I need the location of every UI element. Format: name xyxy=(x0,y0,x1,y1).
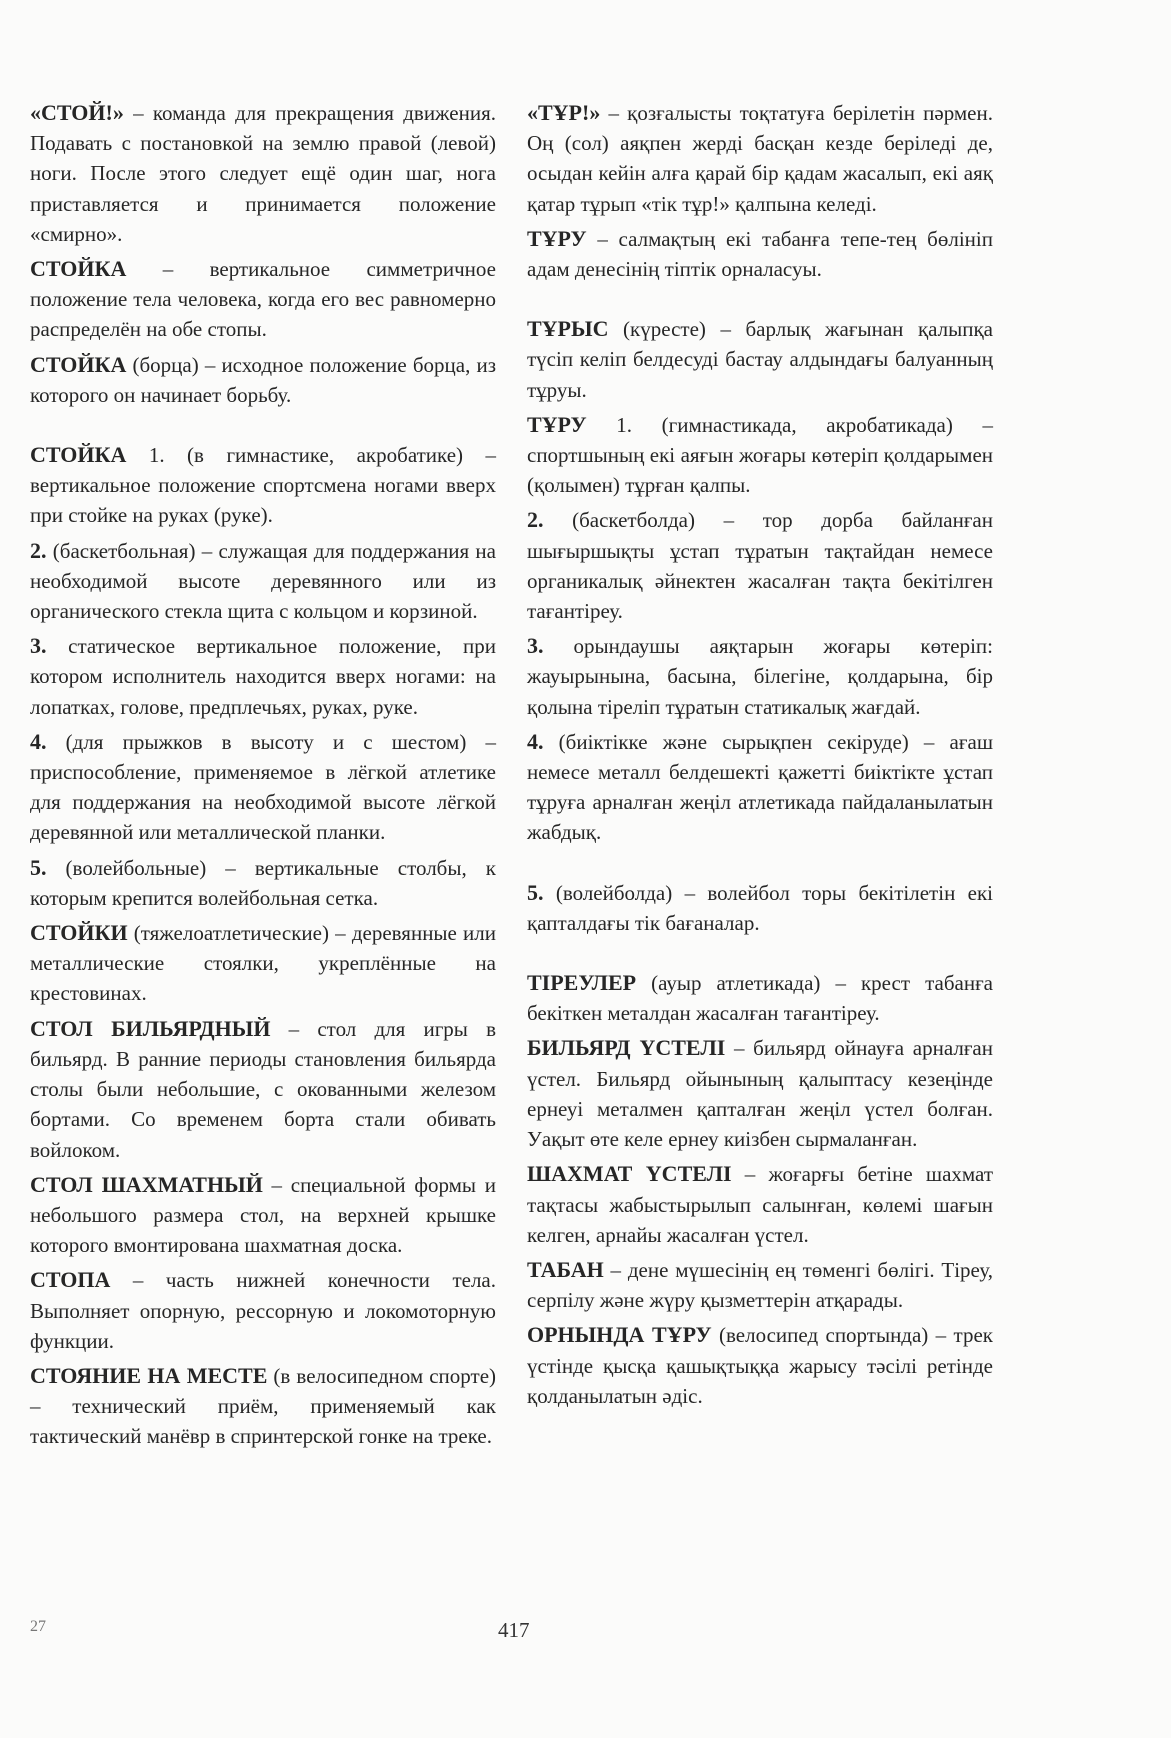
entry-term: ШАХМАТ ҮСТЕЛІ xyxy=(527,1161,732,1187)
entry-stoyki xyxy=(30,918,496,1009)
left-column-russian xyxy=(30,98,496,1457)
entry-term: ТҰРУ xyxy=(527,225,587,251)
entry-definition: – қозғалысты тоқтатуға берілетін пәрмен. Оң (сол) аяқпен жерді басқан кезде беріледі де, осыдан кейін алға қарай бір қадам жасалып, екі аяқ қатар тұрып «тік тұр!» қалпына келеді. xyxy=(527,101,993,216)
page-number: 417 xyxy=(498,1618,530,1642)
entry-definition: (волейболда) – волейбол торы бекітілетін екі қапталдағы тік бағаналар. xyxy=(527,880,993,935)
entry-term: СТОЯНИЕ НА МЕСТЕ xyxy=(30,1362,268,1388)
entry-sense-3-kz xyxy=(527,631,993,722)
entry-definition: – стол для игры в бильярд. В ранние периоды становления бильярда столы были небольшие, с окованными железом бортами. Со временем борта стали обивать войлоком. xyxy=(30,1016,497,1162)
entry-term: «СТОЙ!» xyxy=(30,100,124,125)
entry-definition: статическое вертикальное положение, при котором исполнитель находится вверх ногами: на лопатках, голове, предплечьях, руках, руке. xyxy=(30,634,496,719)
entry-definition: (борца) – исходное положение борца, из которого он начинает борьбу. xyxy=(30,352,496,407)
entry-term: СТОЙКА xyxy=(30,256,127,282)
entry-taban xyxy=(527,1255,993,1315)
entry-term: СТОЛ БИЛЬЯРДНЫЙ xyxy=(30,1015,271,1041)
entry-definition: 1. (в гимнастике, акробатике) – вертикальное положение спортсмена ногами вверх при стойке на руках (руке). xyxy=(30,443,496,528)
entry-definition: (велосипед спортында) – трек үстінде қысқа қашықтыққа жарысу тәсілі ретінде қолданылатын әдіс. xyxy=(527,1323,993,1408)
entry-definition: – часть нижней конечности тела. Выполняет опорную, рессорную и локомоторную функции. xyxy=(30,1268,496,1353)
entry-definition: (биіктікке және сырықпен секіруде) – ағаш немесе металл белдешекті қажетті биіктікте ұстап тұруға арналған жеңіл атлетикада пайдаланылатын жабдық. xyxy=(527,729,993,845)
entry-bilyard-usteli xyxy=(527,1033,993,1154)
entry-stopa xyxy=(30,1265,496,1356)
entry-term: ТҰРЫС xyxy=(527,316,609,342)
entry-term: СТОЙКА xyxy=(30,442,127,468)
entry-term: ТІРЕУЛЕР xyxy=(527,970,637,996)
entry-term: СТОПА xyxy=(30,1267,111,1293)
entry-term: «ТҰР!» xyxy=(527,100,601,125)
entry-term: 4. xyxy=(30,728,47,754)
entry-tur xyxy=(527,98,993,219)
entry-stoyka xyxy=(30,254,496,345)
entry-definition: (для прыжков в высоту и с шестом) – приспособление, применяемое в лёгкой атлетике для поддержания на необходимой высоте лёгкой деревянной или металлической планки. xyxy=(30,729,496,845)
entry-stoy xyxy=(30,98,496,249)
entry-term: СТОЙКА xyxy=(30,351,127,377)
entry-definition: (баскетболда) – тор дорба байланған шығыршықты ұстап тұратын тақтайдан немесе органикалық әйнектен жасалған тақта бекітілген тағантіреу. xyxy=(527,508,993,624)
entry-turu xyxy=(527,224,993,284)
entry-stoyka-gymnastics xyxy=(30,440,496,531)
entry-definition: – жоғарғы бетіне шахмат тақтасы жабыстырылып салынған, көлемі шағын келген, арнайы жасалған үстел. xyxy=(527,1162,993,1247)
right-column-kazakh xyxy=(527,98,993,1416)
entry-term: БИЛЬЯРД ҮСТЕЛІ xyxy=(527,1035,726,1061)
entry-term: 2. xyxy=(527,507,544,533)
entry-sense-4 xyxy=(30,727,496,848)
entry-stoyanie-na-meste xyxy=(30,1361,496,1452)
entry-term: 3. xyxy=(30,633,47,659)
entry-term: 5. xyxy=(30,854,47,880)
entry-definition: – команда для прекращения движения. Подавать с постановкой на землю правой (левой) ноги. После этого следует ещё один шаг, нога приставляется и принимается положение «смирно». xyxy=(30,101,496,246)
entry-definition: 1. (гимнастикада, акробатикада) – спортшының екі аяғын жоғары көтеріп қолдарымен (қолымен) тұрған қалпы. xyxy=(527,412,993,498)
entry-term: 2. xyxy=(30,537,47,563)
entry-term: ОРНЫНДА ТҰРУ xyxy=(527,1322,712,1348)
entry-term: ТҰРУ xyxy=(527,411,587,437)
entry-turu-gymnastics xyxy=(527,410,993,501)
entry-definition: (баскетбольная) – служащая для поддержания на необходимой высоте деревянного или из органического стекла щита с кольцом и корзиной. xyxy=(30,538,496,624)
entry-definition: орындаушы аяқтарын жоғары көтеріп: жауырынына, басына, білегіне, қолдарына, бір қолына тіреліп тұратын статикалық жағдай. xyxy=(527,634,993,719)
entry-stoyka-bortsa xyxy=(30,350,496,410)
entry-sense-5-kz xyxy=(527,878,993,938)
entry-shakhmat-usteli xyxy=(527,1159,993,1250)
entry-definition: (в велосипедном спорте) – технический приём, применяемый как тактический манёвр в спринтерской гонке на треке. xyxy=(30,1363,497,1449)
entry-term: 4. xyxy=(527,728,544,754)
entry-sense-2-kz xyxy=(527,505,993,626)
entry-tireuler xyxy=(527,968,993,1028)
signature-mark: 27 xyxy=(30,1618,46,1635)
entry-sense-2 xyxy=(30,536,496,627)
entry-stol-bilyardny xyxy=(30,1014,496,1165)
entry-definition: – бильярд ойнауға арналған үстел. Бильярд ойынының қалыптасу кезеңінде ернеуі металмен қапталған жеңіл үстел болған. Уақыт өте келе ернеу киізбен сырмаланған. xyxy=(527,1036,993,1152)
entry-term: 3. xyxy=(527,633,544,659)
entry-definition: – вертикальное симметричное положение тела человека, когда его вес равномерно распределён на обе стопы. xyxy=(30,257,496,342)
entry-turys xyxy=(527,314,993,405)
entry-definition: – салмақтың екі табанға тепе-тең бөлініп адам денесінің тіптік орналасуы. xyxy=(527,226,993,282)
entry-term: 5. xyxy=(527,879,544,905)
entry-term: СТОЛ ШАХМАТНЫЙ xyxy=(30,1171,263,1197)
entry-definition: – дене мүшесінің ең төменгі бөлігі. Тіреу, серпілу және жүру қызметтерін атқарады. xyxy=(527,1257,993,1313)
entry-definition: (ауыр атлетикада) – крест табанға бекіткен металдан жасалған тағантіреу. xyxy=(527,971,993,1026)
entry-definition: (тяжелоатлетические) – деревянные или металлические стоялки, укреплённые на крестовинах. xyxy=(30,921,496,1006)
entry-sense-3 xyxy=(30,631,496,722)
entry-stol-shakhmatny xyxy=(30,1170,496,1261)
entry-definition: – специальной формы и небольшого размера стол, на верхней крышке которого вмонтирована шахматная доска. xyxy=(30,1172,496,1258)
entry-term: ТАБАН xyxy=(527,1256,604,1282)
entry-sense-4-kz xyxy=(527,727,993,848)
entry-definition: (күресте) – барлық жағынан қалыпқа түсіп келіп белдесуді бастау алдындағы балуанның тұруы. xyxy=(527,317,993,402)
entry-definition: (волейбольные) – вертикальные столбы, к которым крепится волейбольная сетка. xyxy=(30,855,496,910)
entry-term: СТОЙКИ xyxy=(30,920,128,946)
entry-sense-5 xyxy=(30,853,496,913)
entry-ornynda-turu xyxy=(527,1320,993,1411)
